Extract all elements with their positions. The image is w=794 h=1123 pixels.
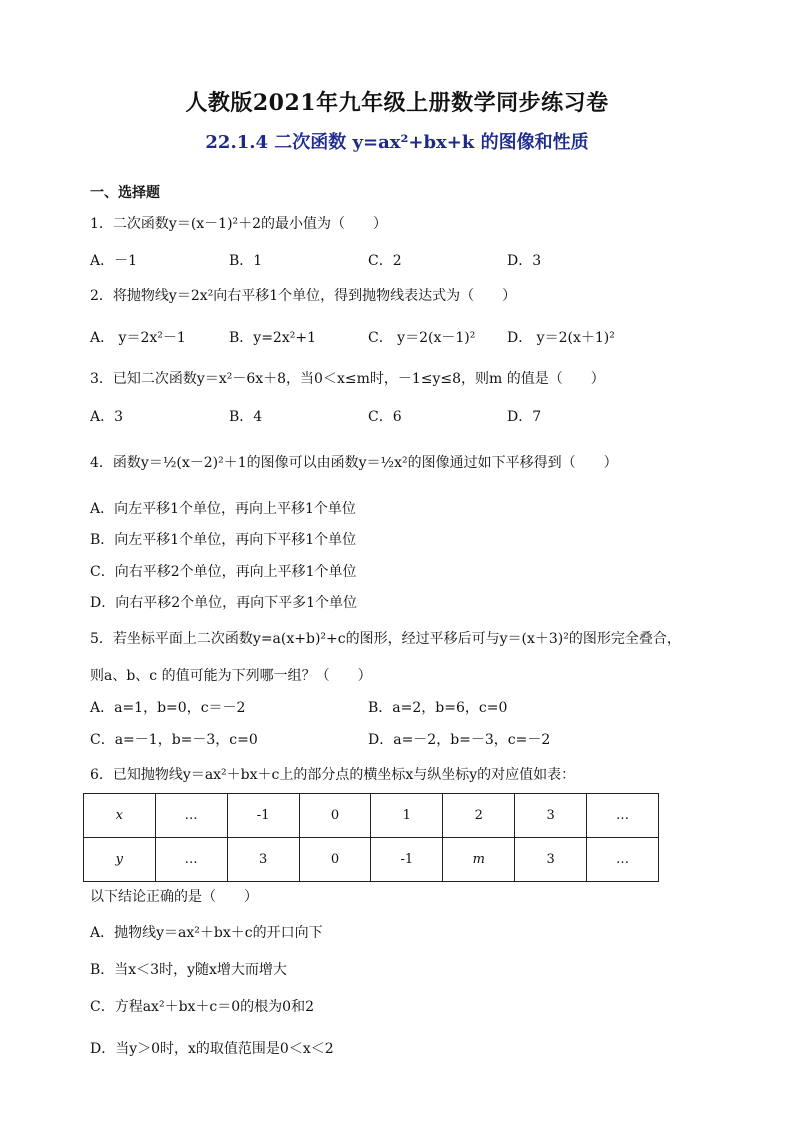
question-3-text: 3．已知二次函数y＝x²－6x＋8，当0＜x≤m时，－1≤y≤8，则m 的值是（ ） [90, 371, 605, 387]
q6-option-d: D．当y＞0时，x的取值范围是0＜x＜2 [90, 1041, 334, 1057]
table-cell: 0 [299, 794, 371, 838]
table-cell: -1 [227, 794, 299, 838]
q5-option-a: A．a=1，b=0，c＝－2 [90, 700, 246, 716]
q3-option-c: C．6 [368, 409, 402, 425]
q4-option-d: D．向右平移2个单位，再向下平多1个单位 [90, 595, 358, 611]
q1-option-b: B．1 [229, 253, 263, 269]
q3-option-a: A．3 [90, 409, 124, 425]
table-cell: … [586, 794, 658, 838]
q5-option-d: D．a=－2，b=－3，c=－2 [368, 732, 551, 748]
q2-option-a: A． y＝2x²－1 [90, 330, 186, 346]
table-row [84, 794, 659, 838]
question-2-text: 2．将抛物线y＝2x²向右平移1个单位，得到抛物线表达式为（ ） [90, 288, 517, 304]
q2-option-c: C． y＝2(x－1)² [368, 330, 476, 346]
question-4-text: 4．函数y＝½(x－2)²＋1的图像可以由函数y＝½x²的图像通过如下平移得到（ ） [90, 455, 618, 471]
table-cell: 3 [227, 838, 299, 882]
section-heading: 一、选择题 [90, 185, 160, 201]
page-subtitle: 22.1.4 二次函数 y=ax²+bx+k 的图像和性质 [205, 132, 589, 153]
q5-option-b: B．a=2，b=6，c=0 [368, 700, 508, 716]
table-cell: … [155, 794, 227, 838]
q1-option-c: C．2 [368, 253, 402, 269]
table-cell: m [443, 838, 515, 882]
table-cell: y [84, 838, 156, 882]
q6-option-b: B．当x＜3时，y随x增大而增大 [90, 962, 287, 978]
table-cell: 2 [443, 794, 515, 838]
question-5-text: 5．若坐标平面上二次函数y=a(x+b)²+c的图形，经过平移后可与y＝(x＋3)²的图形完全叠合， [90, 631, 681, 647]
question-5-text-cont: 则a、b、c 的值可能为下列哪一组？（ ） [90, 668, 372, 684]
q3-option-d: D．7 [507, 409, 542, 425]
page-title: 人教版2021年九年级上册数学同步练习卷 [185, 90, 609, 116]
question-1-text: 1．二次函数y＝(x－1)²＋2的最小值为（ ） [90, 216, 388, 232]
q1-option-a: A．－1 [90, 253, 138, 269]
table-cell: 0 [299, 838, 371, 882]
table-cell: 1 [371, 794, 443, 838]
q2-option-b: B．y=2x²+1 [229, 330, 316, 346]
table-cell: x [84, 794, 156, 838]
q3-option-b: B．4 [229, 409, 263, 425]
q2-option-d: D． y＝2(x＋1)² [507, 330, 615, 346]
q4-option-b: B．向左平移1个单位，再向下平移1个单位 [90, 532, 357, 548]
q6-option-c: C．方程ax²＋bx＋c＝0的根为0和2 [90, 999, 314, 1015]
table-cell: 3 [515, 838, 587, 882]
table-cell: -1 [371, 838, 443, 882]
q5-option-c: C．a=－1，b=－3，c=0 [90, 732, 258, 748]
table-cell: 3 [515, 794, 587, 838]
q6-option-a: A．抛物线y＝ax²＋bx＋c的开口向下 [90, 925, 323, 941]
table-cell: … [586, 838, 658, 882]
q4-option-c: C．向右平移2个单位，再向上平移1个单位 [90, 564, 357, 580]
table-row [84, 838, 659, 882]
q1-option-d: D．3 [507, 253, 542, 269]
table-cell: … [155, 838, 227, 882]
value-table [83, 793, 659, 882]
q4-option-a: A．向左平移1个单位，再向上平移1个单位 [90, 501, 356, 517]
question-6-prompt: 以下结论正确的是（ ） [90, 889, 258, 905]
question-6-text: 6．已知抛物线y＝ax²＋bx＋c上的部分点的横坐标x与纵坐标y的对应值如表： [90, 767, 576, 783]
